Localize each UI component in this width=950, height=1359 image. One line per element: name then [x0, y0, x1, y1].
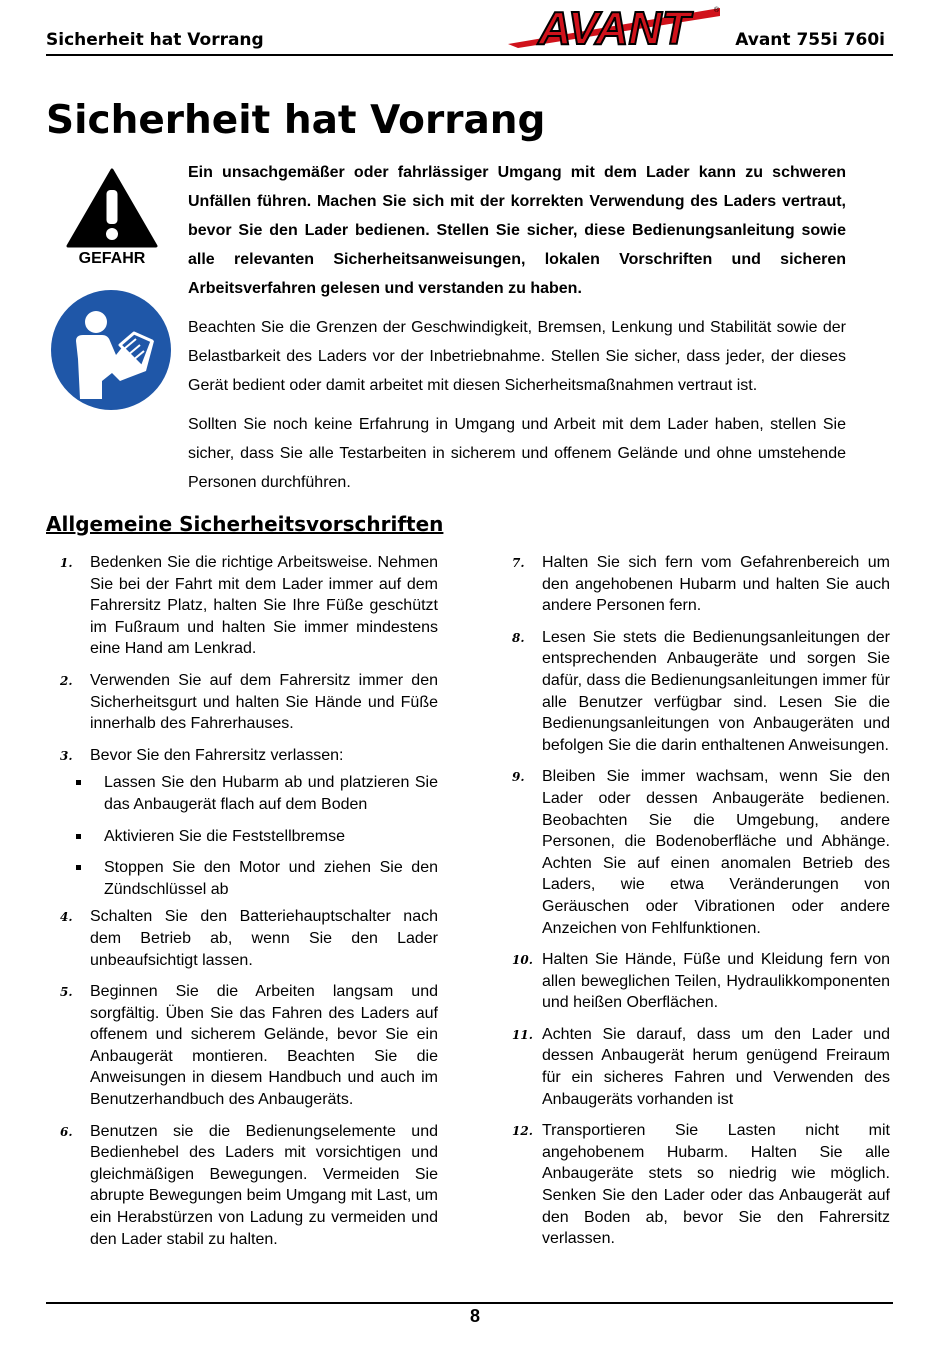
rules-column-right [498, 552, 890, 1260]
item-text: Transportieren Sie Lasten nicht mit angehobenem Hubarm. Halten Sie alle Anbaugeräte stets so niedrig wie möglich. Senken Sie den Lader oder das Anbaugerät auf den Boden ab, bevor Sie den Fahrersitz verlassen. [542, 1122, 890, 1248]
item-text: Bleiben Sie immer wachsam, wenn Sie den Lader oder dessen Anbaugeräte bedienen. Beobachten Sie die Umgebung, andere Personen, die Bodenoberfläche und Abhänge. Achten Sie auf einen anomalen Betrieb des Laders, wie etwa Veränderungen von Geräuschen oder Vibrationen oder andere Anzeichen von Fehlfunktionen. [542, 768, 890, 937]
item-text: Verwenden Sie auf dem Fahrersitz immer den Sicherheitsgurt und halten Sie Hände und Füße innerhalb des Fahrerhauses. [90, 671, 438, 733]
list-item [498, 1024, 890, 1110]
item-number: 7. [512, 556, 525, 570]
section-title: Allgemeine Sicherheitsvorschriften [46, 512, 444, 536]
intro-paragraph: Beachten Sie die Grenzen der Geschwindigkeit, Bremsen, Lenkung und Stabilität sowie der Belastbarkeit des Laders vor der Inbetriebnahme. Stellen Sie sicher, dass jeder, der dieses Gerät bedient oder damit arbeitet mit diesen Sicherheitsmaßnahmen vertraut ist. [188, 319, 846, 394]
list-item [46, 981, 438, 1111]
header-model: Avant 755i 760i [735, 30, 885, 50]
list-item [46, 906, 438, 971]
list-item [46, 670, 438, 735]
page-header [46, 0, 893, 56]
bullet-square-icon [76, 865, 81, 870]
item-text: Halten Sie Hände, Füße und Kleidung fern von allen beweglichen Teilen, Hydraulikkomponenten und heißen Oberflächen. [542, 951, 890, 1012]
page-title: Sicherheit hat Vorrang [46, 98, 546, 143]
item-number: 10. [512, 953, 533, 968]
page-number: 8 [469, 1306, 480, 1326]
item-number: 2. [60, 673, 73, 688]
item-text: Lesen Sie stets die Bedienungsanleitungen der entsprechenden Anbaugeräte und sorgen Sie dafür, dass die Bedienungsanleitungen immer für alle Benutzer verfügbar sind. Lesen Sie die Bedienungsanleitungen von Anbaugeräten und befolgen Sie die darin enthaltenen Anweisungen. [542, 628, 890, 754]
bullet-item [46, 772, 438, 815]
intro-paragraph: Ein unsachgemäßer oder fahrlässiger Umgang mit dem Lader kann zu schweren Unfällen führen. Machen Sie sich mit der korrekten Verwendung des Laders vertraut, bevor Sie den Lader bedienen. Stellen Sie sicher, diese Bedienungsanleitung sowie alle relevanten Sicherheitsanweisungen, lokalen Vorschriften und sicheren Arbeitsverfahren gelesen und verstanden zu haben. [188, 164, 846, 297]
danger-label: GEFAHR [78, 250, 146, 267]
item-text: Bedenken Sie die richtige Arbeitsweise. Nehmen Sie bei der Fahrt mit dem Lader immer auf dem Fahrersitz Platz, halten Sie Ihre Füße geschützt im Fußraum und halten Sie immer mindestens eine Hand am Lenkrad. [90, 554, 438, 658]
item-number: 12. [512, 1124, 533, 1139]
item-text: Halten Sie sich fern vom Gefahrenbereich um den angehobenen Hubarm und halten Sie auch andere Personen fern. [542, 554, 890, 615]
item-number: 6. [60, 1124, 73, 1139]
list-item [498, 627, 890, 757]
bullet-text: Lassen Sie den Hubarm ab und platzieren Sie das Anbaugerät flach auf dem Boden [104, 774, 438, 813]
list-item [498, 1120, 890, 1250]
list-item [498, 552, 890, 617]
item-number: 5. [60, 985, 73, 1000]
item-number: 1. [60, 556, 73, 570]
bullet-square-icon [76, 834, 81, 839]
item-number: 11. [512, 1027, 533, 1042]
list-item [46, 552, 438, 660]
item-text: Benutzen sie die Bedienungselemente und Bedienhebel des Laders mit vorsichtigen und gleichmäßigen Bewegungen. Vermeiden Sie abrupte Bewegungen beim Umgang mit Last, um ein Herabstürzen von Ladung zu vermeiden und den Lader stabil zu halten. [90, 1122, 438, 1248]
bullet-list [46, 772, 438, 900]
header-section-title: Sicherheit hat Vorrang [46, 30, 264, 50]
item-text: Schalten Sie den Batteriehauptschalter nach dem Betrieb ab, wenn Sie den Lader unbeaufsichtigt lassen. [90, 908, 438, 969]
list-item [46, 745, 438, 767]
footer-divider [46, 1302, 893, 1304]
intro-text [188, 158, 846, 507]
list-item [498, 949, 890, 1014]
item-number: 8. [512, 630, 525, 645]
avant-logo [508, 2, 720, 50]
bullet-text: Aktivieren Sie die Feststellbremse [104, 827, 345, 845]
item-text: Bevor Sie den Fahrersitz verlassen: [90, 746, 344, 764]
intro-paragraph: Sollten Sie noch keine Erfahrung in Umgang und Arbeit mit dem Lader haben, stellen Sie sicher, dass Sie alle Testarbeiten in sicherem und offenem Gelände und ohne umstehende Personen durchführen. [188, 416, 846, 491]
read-manual-icon [50, 289, 172, 411]
bullet-item [46, 857, 438, 900]
list-item [46, 1121, 438, 1251]
bullet-item [46, 826, 438, 848]
rules-column-left [46, 552, 438, 1260]
item-text: Achten Sie darauf, dass um den Lader und dessen Anbaugerät herum genügend Freiraum für ein sicheres Fahren und Verwenden des Anbaugeräts vorhanden ist [542, 1025, 890, 1108]
item-number: 9. [512, 770, 525, 785]
item-text: Beginnen Sie die Arbeiten langsam und sorgfältig. Üben Sie das Fahren des Laders auf offenem und sicherem Gelände, bevor Sie ein Anbaugerät montieren. Beachten Sie die Anweisungen in diesem Handbuch und auch im Benutzerhandbuch des Anbaugeräts. [90, 983, 438, 1109]
svg-text:®: ® [714, 7, 720, 14]
list-item [498, 766, 890, 939]
item-number: 3. [60, 748, 73, 763]
bullet-square-icon [76, 780, 81, 785]
svg-text:AVANT: AVANT [538, 2, 690, 50]
bullet-text: Stoppen Sie den Motor und ziehen Sie den Zündschlüssel ab [104, 859, 438, 898]
item-number: 4. [60, 910, 73, 925]
warning-triangle-icon [66, 168, 158, 248]
